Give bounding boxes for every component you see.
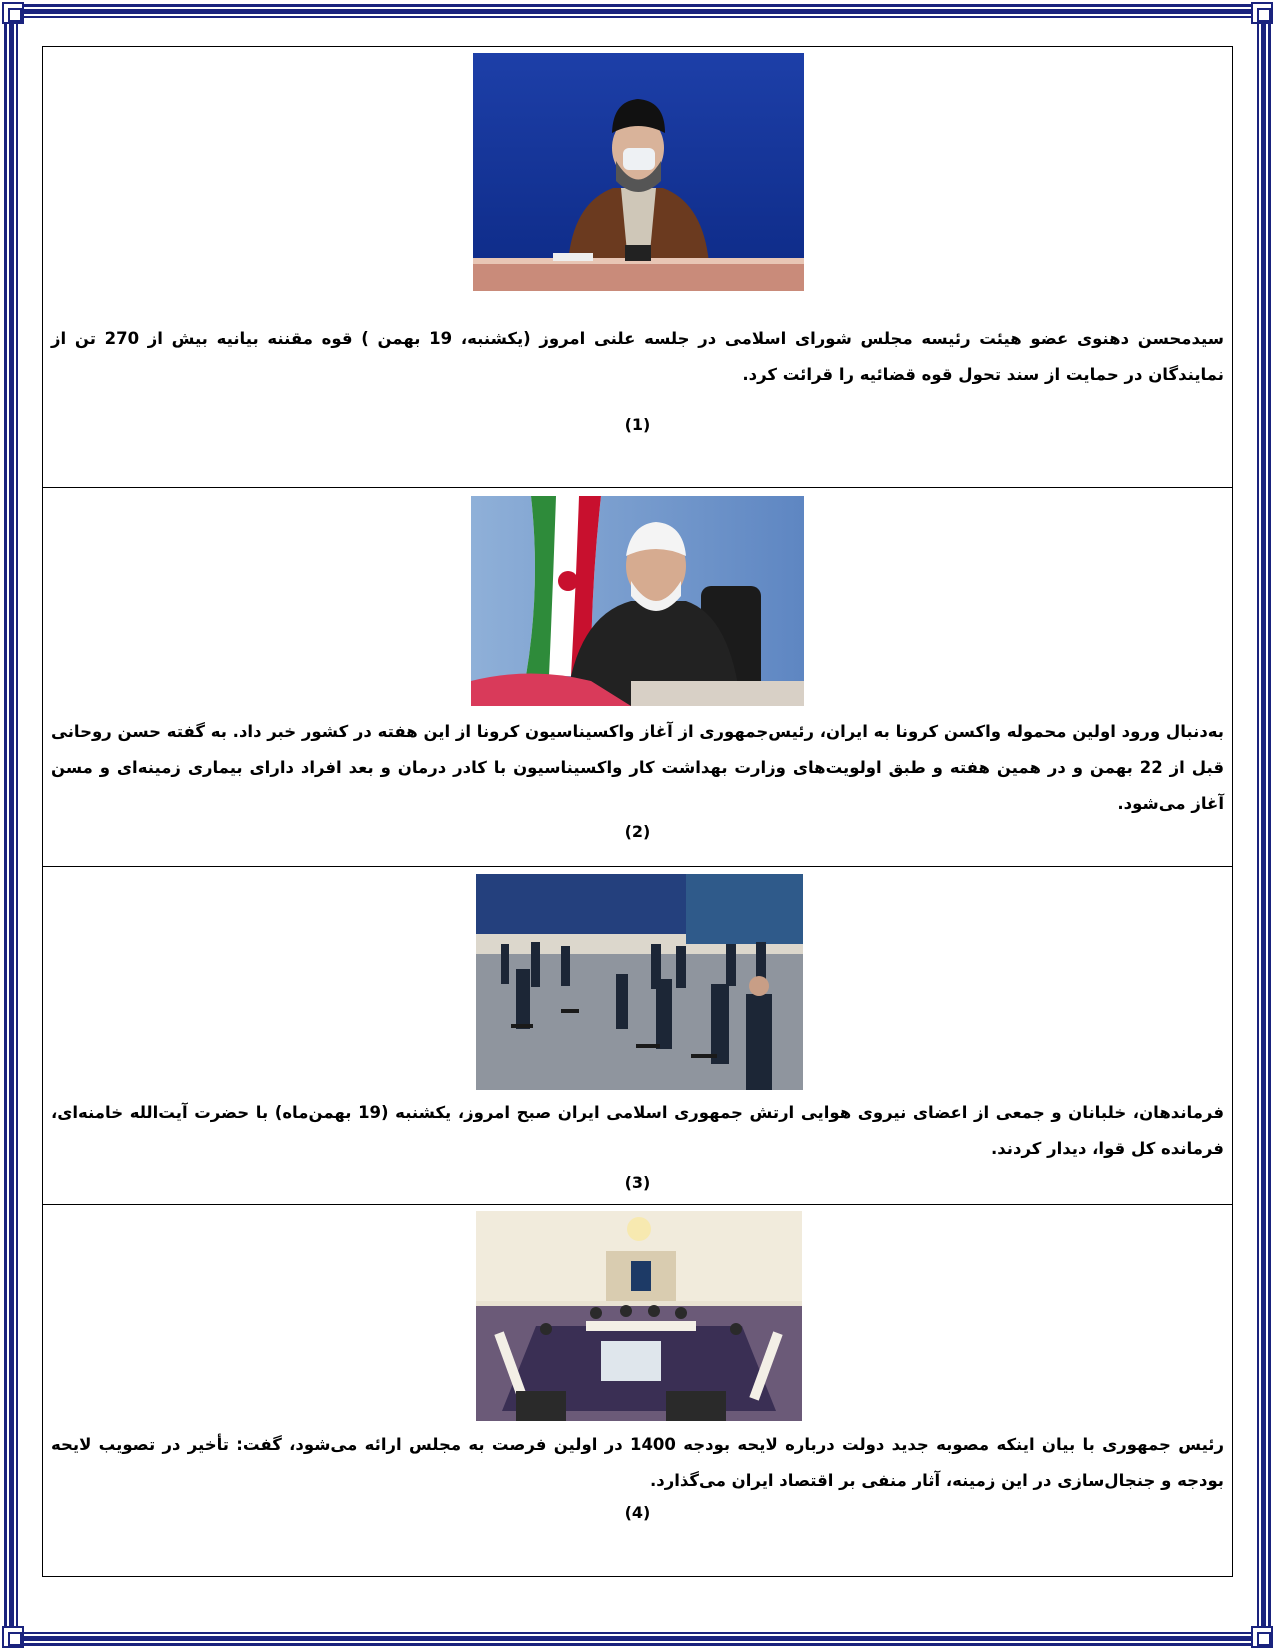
news-number-2: (2) [624, 822, 651, 841]
news-item-1 [43, 47, 1232, 488]
corner-ornament [2, 2, 24, 24]
news-photo-3 [476, 874, 803, 1090]
news-item-3 [43, 867, 1232, 1205]
news-item-4 [43, 1205, 1232, 1578]
news-text-1: سیدمحسن دهنوی عضو هیئت رئیسه مجلس شورای اسلامی در جلسه علنی امروز (یکشنبه، 19 بهمن ) قوه مقننه بیانیه بیش از 270 تن از نمایندگان در حمایت از سند تحول قوه قضائیه را قرائت کرد. [51, 329, 1224, 384]
news-photo-1 [473, 53, 804, 291]
corner-ornament [1251, 1626, 1273, 1648]
corner-ornament [2, 1626, 24, 1648]
news-number-1: (1) [624, 415, 651, 434]
news-number-3: (3) [624, 1173, 651, 1192]
news-photo-2 [471, 496, 804, 706]
news-text-3: فرماندهان، خلبانان و جمعی از اعضای نیروی هوایی ارتش جمهوری اسلامی ایران صبح امروز، یکشنبه (19 بهمن‌ماه) با حضرت آیت‌الله خامنه‌ای، فرمانده کل قوا، دیدار کردند. [51, 1103, 1224, 1158]
news-text-4: رئیس جمهوری با بیان اینکه مصوبه جدید دولت درباره لایحه بودجه 1400 در اولین فرصت به مجلس ارائه می‌شود، گفت: تأخیر در تصویب لایحه بودجه و جنجال‌سازی در این زمینه، آثار منفی بر اقتصاد ایران می‌گذارد. [51, 1435, 1224, 1490]
news-number-4: (4) [624, 1503, 651, 1522]
news-table [42, 46, 1233, 1577]
news-item-2 [43, 488, 1232, 867]
news-photo-4 [476, 1211, 802, 1421]
news-text-2: به‌دنبال ورود اولین محموله واکسن کرونا به ایران، رئیس‌جمهوری از آغاز واکسیناسیون کرونا از این هفته در کشور خبر داد. به گفته حسن روحانی قبل از 22 بهمن و در همین هفته و طبق اولویت‌های وزارت بهداشت کار واکسیناسیون با کادر درمان و بعد افراد دارای بیماری زمینه‌ای و مسن آغاز می‌شود. [51, 722, 1224, 813]
corner-ornament [1251, 2, 1273, 24]
